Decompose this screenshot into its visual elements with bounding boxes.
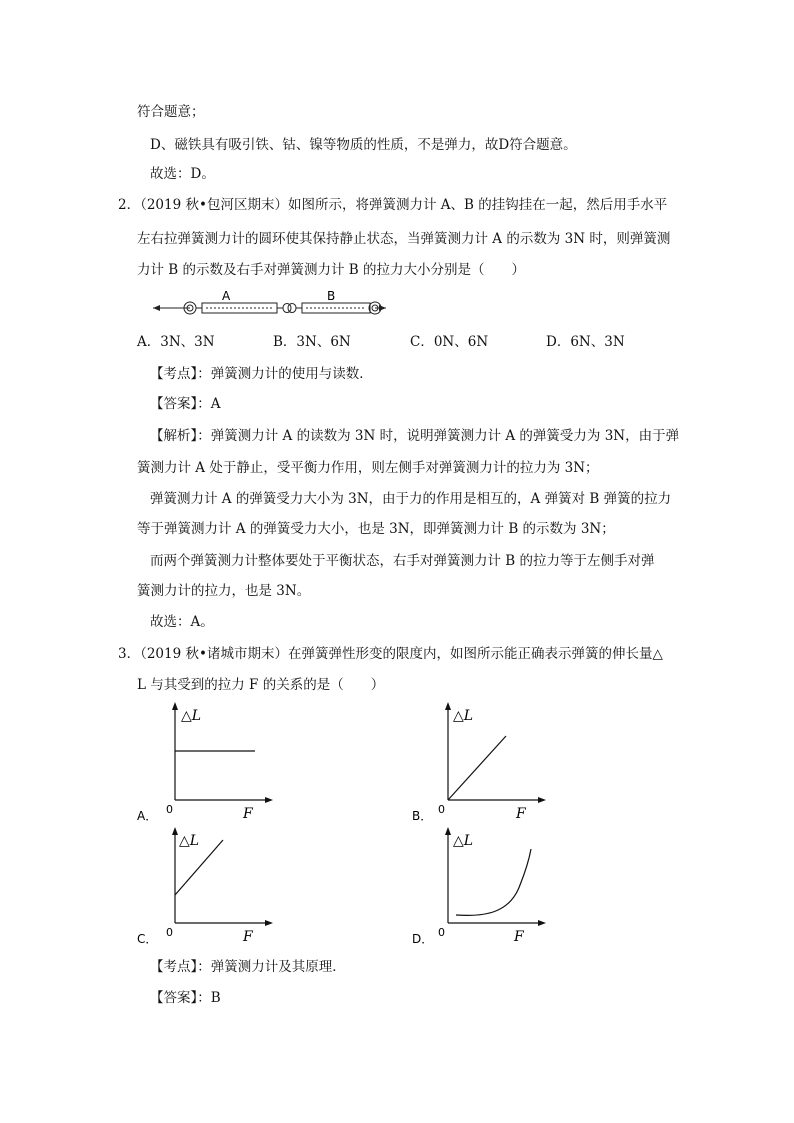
q3-kaodian: 【考点】：弹簧测力计及其原理． [150,959,346,975]
graph-b [410,700,560,830]
scale-a-label: A [222,289,231,303]
graph-b-x-label: F [516,806,526,822]
hook-icon [283,304,291,313]
graph-b-origin: 0 [438,803,445,816]
q2-option-b[interactable]: B．3N、6N [273,334,351,350]
graph-d-y-label: △L [453,833,474,849]
spring-scale-figure [150,288,390,328]
q2-answer: 【答案】：A [150,396,221,412]
q3-stem-line1: 3．（2019 秋•诸城市期末）在弹簧弹性形变的限度内，如图所示能正确表示弹簧的伸长量△ [118,646,663,662]
left-arrow-icon [153,305,160,311]
graph-a-y-label: △L [181,708,202,724]
graph-d [410,825,560,955]
graph-a [135,700,285,830]
q2-analysis-line3: 弹簧测力计 A 的弹簧受力大小为 3N，由于力的作用是相互的，A 弹簧对 B 弹簧的拉力 [150,491,672,507]
graph-a-option[interactable]: A． [137,809,158,823]
right-arrow-icon [379,305,386,311]
prev-option-d: D、磁铁具有吸引铁、钴、镍等物质的性质，不是弹力，故D符合题意。 [150,137,577,153]
graph-d-option[interactable]: D． [412,932,434,946]
scale-b-label: B [327,289,336,303]
graph-c-y-label: △L [179,833,200,849]
q2-analysis-line1: 【解析】：弹簧测力计 A 的读数为 3N 时，说明弹簧测力计 A 的弹簧受力为 3N，由于弹 [150,428,680,444]
graph-d-origin: 0 [438,926,445,939]
q2-analysis-line6: 簧测力计的拉力，也是 3N。 [137,583,311,599]
graph-c-origin: 0 [166,926,173,939]
q2-option-a[interactable]: A．3N、3N [137,334,215,350]
q2-analysis-line2: 簧测力计 A 处于静止，受平衡力作用，则左侧手对弹簧测力计的拉力为 3N； [137,460,599,476]
q2-choice: 故选：A。 [150,614,214,630]
graph-b-option[interactable]: B． [412,809,433,823]
q2-analysis-line4: 等于弹簧测力计 A 的弹簧受力大小，也是 3N，即弹簧测力计 B 的示数为 3N； [137,521,615,537]
graph-a-x-label: F [243,806,253,822]
prev-choice: 故选：D。 [150,166,215,182]
q2-kaodian: 【考点】：弹簧测力计的使用与读数． [150,366,373,382]
q2-option-c[interactable]: C．0N、6N [410,334,489,350]
q2-option-d[interactable]: D．6N、3N [546,334,625,350]
q2-stem-line3: 力计 B 的示数及右手对弹簧测力计 B 的拉力大小分别是（ ） [137,262,526,278]
graph-c-x-label: F [243,929,253,945]
q2-analysis-line5: 而两个弹簧测力计整体要处于平衡状态，右手对弹簧测力计 B 的拉力等于左侧手对弹 [150,553,655,569]
graph-c [135,825,285,955]
graph-d-x-label: F [514,929,524,945]
q2-stem-line1: 2．（2019 秋•包河区期末）如图所示，将弹簧测力计 A、B 的挂钩挂在一起，然后用手水平 [118,197,668,213]
graph-a-origin: 0 [166,803,173,816]
q3-answer: 【答案】：B [150,990,221,1006]
prev-line-fuhe: 符合题意； [137,104,205,120]
graph-c-option[interactable]: C． [137,932,158,946]
graph-b-y-label: △L [453,708,474,724]
q3-stem-line2: L 与其受到的拉力 F 的关系的是（ ） [137,677,385,693]
q2-stem-line2: 左右拉弹簧测力计的圆环使其保持静止状态，当弹簧测力计 A 的示数为 3N 时，则弹簧测 [137,231,671,247]
